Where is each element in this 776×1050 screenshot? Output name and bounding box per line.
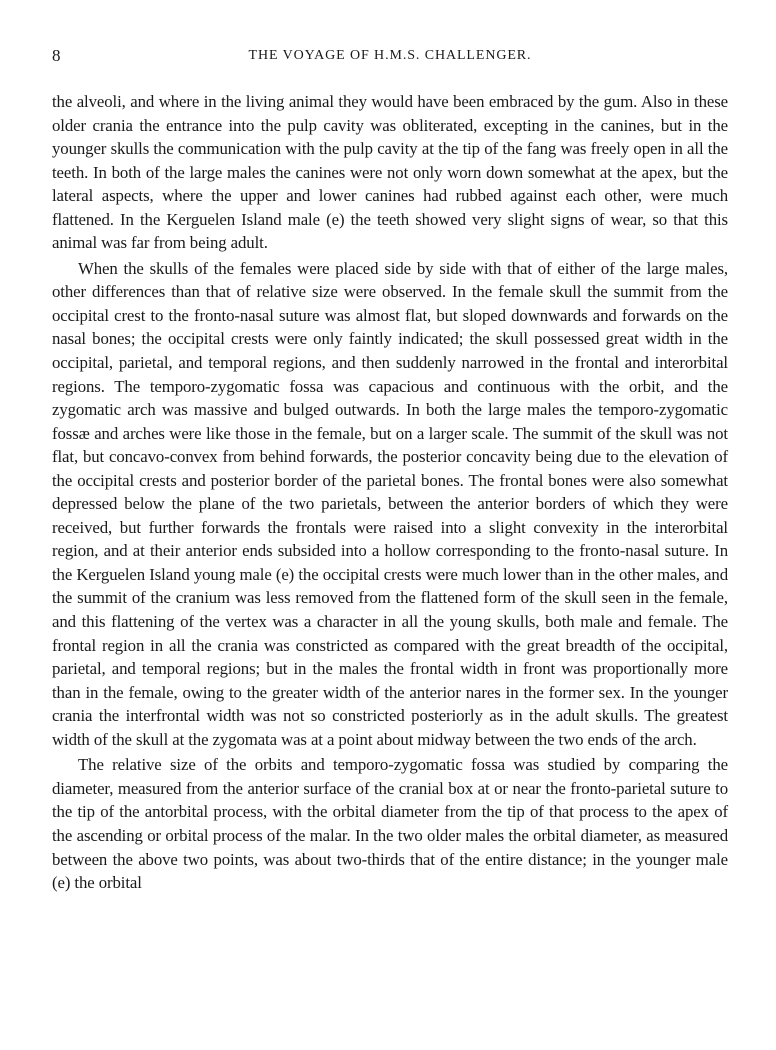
running-head: [52, 44, 728, 68]
paragraph: When the skulls of the females were placed side by side with that of either of the large males, other differences than that of relative size were observed. In the female skull the summit from the occipital crest to the fronto-nasal suture was almost flat, but sloped downwards and forwards on the nasal bones; the occipital crests were only faintly indicated; the skull possessed great width in the occipital, parietal, and temporal regions, and then suddenly narrowed in the frontal and interorbital regions. The temporo-zygomatic fossa was capacious and continuous with the orbit, and the zygomatic arch was massive and bulged outwards. In both the large males the temporo-zygomatic fossæ and arches were like those in the female, but on a larger scale. The summit of the skull was not flat, but concavo-convex from behind forwards, the posterior concavity being due to the elevation of the occipital crests and posterior border of the parietal bones. The frontal bones were also somewhat depressed below the plane of the two parietals, between the anterior borders of which they were received, but further forwards the frontals were raised into a slight convexity in the interorbital region, and at their anterior ends subsided into a hollow corresponding to the fronto-nasal suture. In the Kerguelen Island young male (e) the occipital crests were much lower than in the other males, and the summit of the cranium was less removed from the flattened form of the skull seen in the female, and this flattening of the vertex was a character in all the young skulls, both male and female. The frontal region in all the crania was constricted as compared with the great breadth of the occipital, parietal, and temporal regions; but in the males the frontal width in front was proportionally more than in the female, owing to the greater width of the anterior nares in the former sex. In the younger crania the interfrontal width was not so constricted posteriorly as in the adult skulls. The greatest width of the skull at the zygomata was at a point about midway between the two ends of the arch.: [52, 258, 728, 749]
book-page: [52, 44, 728, 895]
page-number: 8: [52, 46, 61, 65]
running-title: THE VOYAGE OF H.M.S. CHALLENGER.: [248, 48, 532, 63]
paragraph-continued: the alveoli, and where in the living animal they would have been embraced by the gum. Also in these older crania the entrance into the pulp cavity was obliterated, excepting in the canines, but in the younger skulls the communication with the pulp cavity at the tip of the fang was freely open in all the teeth. In both of the large males the canines were not only worn down somewhat at the apex, but the lateral aspects, where the upper and lower canines had rubbed against each other, were much flattened. In the Kerguelen Island male (e) the teeth showed very slight signs of wear, so that this animal was far from being adult.: [52, 92, 728, 253]
paragraph: The relative size of the orbits and temporo-zygomatic fossa was studied by comparing the diameter, measured from the anterior surface of the cranial box at or near the fronto-parietal suture to the tip of the antorbital process, with the orbital diameter from the tip of that process to the apex of the ascending or orbital process of the malar. In the two older males the orbital diameter, as measured between the above two points, was about two-thirds that of the entire distance; in the younger male (e) the orbital: [52, 755, 728, 893]
body-text: [52, 90, 728, 895]
